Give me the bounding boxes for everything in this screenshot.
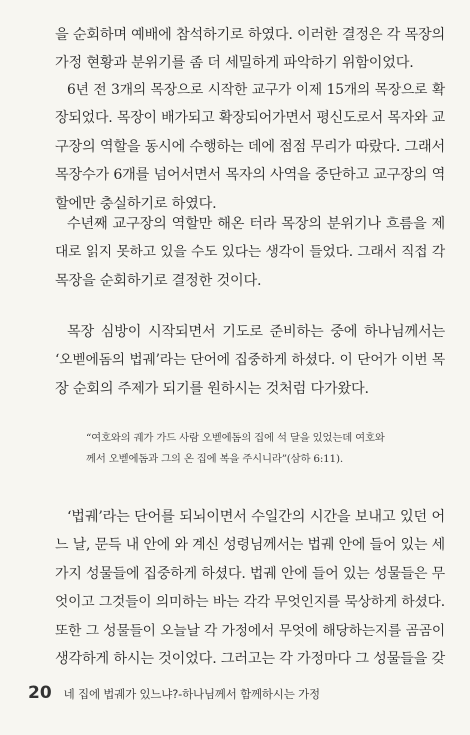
running-title: 네 집에 법궤가 있느냐?-하나님께서 함께하시는 가정 bbox=[63, 687, 320, 701]
paragraph-line: 생각하게 하시는 것이었다. 그러고는 각 가정마다 그 성물들을 갖 bbox=[55, 651, 445, 668]
paragraph-5 bbox=[55, 503, 445, 673]
page-footer bbox=[28, 683, 320, 703]
paragraph-line: 장되었다. 목장이 배가되고 확장되어가면서 평신도로서 목자와 교 bbox=[55, 110, 445, 127]
paragraph-line: 목장수가 6개를 넘어서면서 목자의 사역을 중단하고 교구장의 역 bbox=[55, 167, 446, 184]
paragraph-line: ‘법궤’라는 단어를 되뇌이면서 수일간의 시간을 보내고 있던 어 bbox=[67, 509, 445, 525]
page-number: 20 bbox=[28, 683, 52, 703]
paragraph-line: 6년 전 3개의 목장으로 시작한 교구가 이제 15개의 목장으로 확 bbox=[67, 82, 445, 98]
paragraph-line: 수년째 교구장의 역할만 해온 터라 목장의 분위기나 흐름을 제 bbox=[67, 216, 445, 232]
paragraph-line: 대로 읽지 못하고 있을 수도 있다는 생각이 들었다. 그래서 직접 각 bbox=[55, 244, 445, 261]
paragraph-4 bbox=[55, 318, 445, 403]
paragraph-line: 엇이고 그것들이 의미하는 바는 각각 무엇인지를 묵상하게 하셨다. bbox=[55, 594, 445, 611]
quote-line: 께서 오벧에돔과 그의 온 집에 복을 주시니라”(삼하 6:11). bbox=[86, 452, 343, 465]
paragraph-line: 느 날, 문득 내 안에 와 계신 성령님께서는 법궤 안에 들어 있는 세 bbox=[55, 537, 445, 554]
scripture-quote bbox=[86, 428, 446, 469]
paragraph-2 bbox=[55, 76, 445, 218]
paragraph-line: 목장을 순회하기로 결정한 것이다. bbox=[55, 272, 262, 289]
paragraph-line: 구장의 역할을 동시에 수행하는 데에 점점 무리가 따랐다. 그래서 bbox=[55, 138, 445, 155]
paragraph-line: 장 순회의 주제가 되기를 원하시는 것처럼 다가왔다. bbox=[55, 380, 369, 397]
paragraph-line: 가정 현황과 분위기를 좀 더 세밀하게 파악하기 위함이었다. bbox=[55, 55, 414, 72]
paragraph-line: 을 순회하며 예배에 참석하기로 하였다. 이러한 결정은 각 목장의 bbox=[55, 27, 445, 43]
quote-line: “여호와의 궤가 가드 사람 오벧에돔의 집에 석 달을 있었는데 여호와 bbox=[86, 432, 385, 444]
paragraph-1 bbox=[55, 21, 445, 78]
paragraph-line: 목장 심방이 시작되면서 기도로 준비하는 중에 하나님께서는 bbox=[67, 324, 445, 340]
paragraph-line: 또한 그 성물들이 오늘날 각 가정에서 무엇에 해당하는지를 곰곰이 bbox=[55, 622, 445, 639]
paragraph-line: 가지 성물들에 집중하게 하셨다. 법궤 안에 들어 있는 성물들은 무 bbox=[55, 565, 445, 582]
paragraph-3 bbox=[55, 210, 445, 295]
paragraph-line: 할에만 충실하기로 하였다. bbox=[55, 195, 217, 212]
paragraph-line: ‘오벧에돔의 법궤’라는 단어에 집중하게 하셨다. 이 단어가 이번 목 bbox=[55, 352, 445, 369]
